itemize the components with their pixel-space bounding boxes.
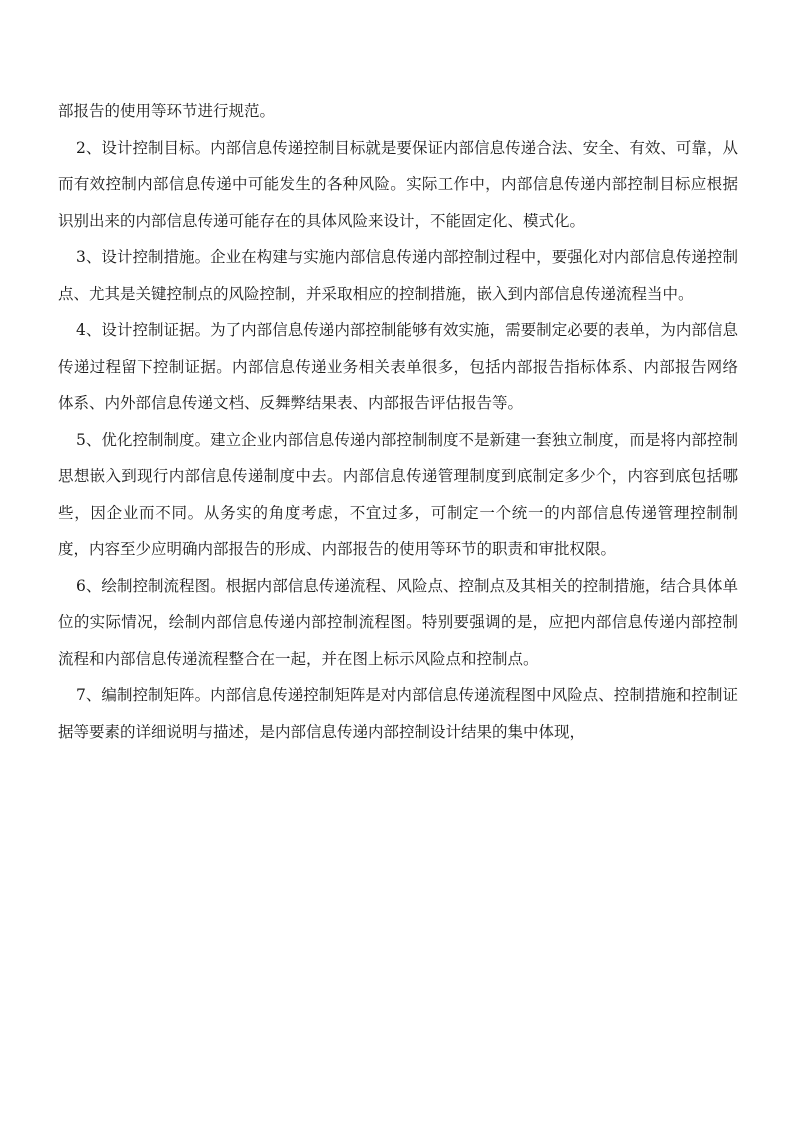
paragraph-design-control-evidence: 4、设计控制证据。为了内部信息传递内部控制能够有效实施，需要制定必要的表单，为内部信息传递过程留下控制证据。内部信息传递业务相关表单很多，包括内部报告指标体系、内部报告网络体系、内外部信息传递文档、反舞弊结果表、内部报告评估报告等。: [58, 321, 738, 412]
paragraph-compile-control-matrix: 7、编制控制矩阵。内部信息传递控制矩阵是对内部信息传递流程图中风险点、控制措施和控制证据等要素的详细说明与描述，是内部信息传递内部控制设计结果的集中体现，: [58, 686, 738, 741]
paragraph-optimize-control-system: 5、优化控制制度。建立企业内部信息传递内部控制制度不是新建一套独立制度，而是将内部控制思想嵌入到现行内部信息传递制度中去。内部信息传递管理制度到底制定多少个，内容到底包括哪些，因企业而不同。从务实的角度考虑，不宜过多，可制定一个统一的内部信息传递管理控制制度，内容至少应明确内部报告的形成、内部报告的使用等环节的职责和审批权限。: [58, 430, 738, 558]
paragraph-design-control-objectives: 2、设计控制目标。内部信息传递控制目标就是要保证内部信息传递合法、安全、有效、可靠，从而有效控制内部信息传递中可能发生的各种风险。实际工作中，内部信息传递内部控制目标应根据识别出来的内部信息传递可能存在的具体风险来设计，不能固定化、模式化。: [58, 138, 738, 230]
paragraph-draw-control-flowchart: 6、绘制控制流程图。根据内部信息传递流程、风险点、控制点及其相关的控制措施，结合具体单位的实际情况，绘制内部信息传递内部控制流程图。特别要强调的是，应把内部信息传递内部控制流程和内部信息传递流程整合在一起，并在图上标示风险点和控制点。: [58, 576, 738, 668]
paragraph-continuation: 部报告的使用等环节进行规范。: [58, 102, 276, 120]
paragraph-design-control-measures: 3、设计控制措施。企业在构建与实施内部信息传递内部控制过程中，要强化对内部信息传递控制点、尤其是关键控制点的风险控制，并采取相应的控制措施，嵌入到内部信息传递流程当中。: [58, 248, 738, 303]
document-body: [58, 93, 738, 750]
